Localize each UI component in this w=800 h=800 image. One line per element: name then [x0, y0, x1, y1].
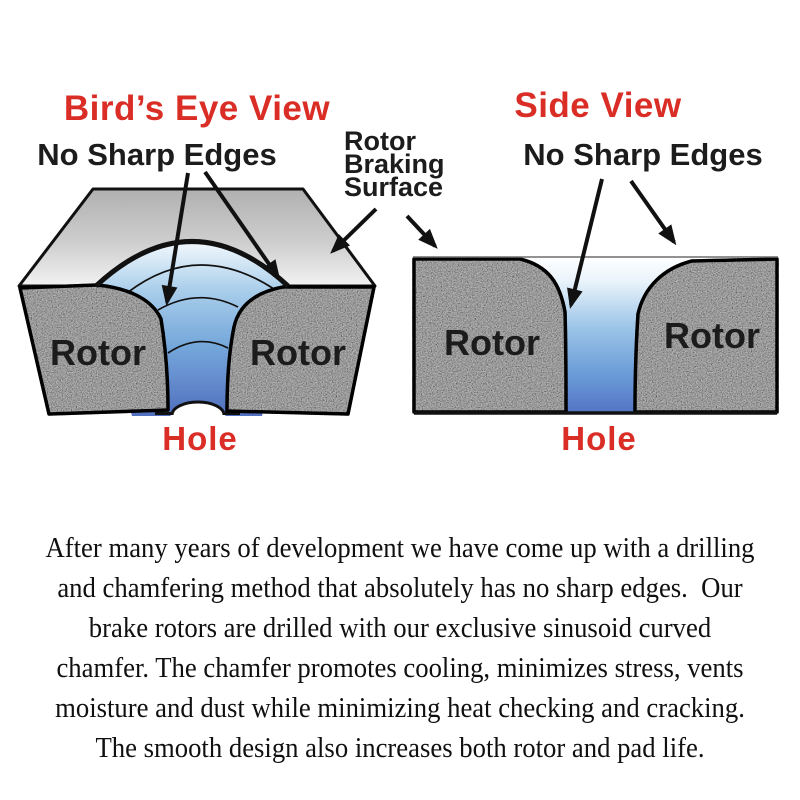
- paragraph-line: chamfer. The chamfer promotes cooling, minimizes stress, vents: [56, 652, 744, 684]
- arrow-braking-surface-right: [407, 216, 435, 246]
- paragraph-line: moisture and dust while minimizing heat checking and cracking.: [55, 692, 745, 724]
- no-sharp-edges-label-right: No Sharp Edges: [523, 137, 763, 172]
- rotor-label-sv-left: Rotor: [444, 322, 540, 363]
- paragraph-line: brake rotors are drilled with our exclusive sinusoid curved: [88, 612, 712, 644]
- description-paragraph: [0, 528, 800, 768]
- paragraph-line: The smooth design also increases both rotor and pad life.: [95, 732, 705, 764]
- arrow-braking-surface-left: [333, 209, 376, 251]
- rotor-label-be-left: Rotor: [50, 332, 146, 373]
- no-sharp-edges-label-left: No Sharp Edges: [37, 137, 277, 172]
- birds-eye-view-figure: [19, 189, 375, 416]
- paragraph-line: After many years of development we have come up with a drilling: [45, 532, 755, 564]
- hole-label-sv: Hole: [561, 420, 637, 457]
- rotor-braking-surface-line2: Braking: [344, 149, 445, 179]
- birds-eye-title: Bird’s Eye View: [63, 89, 331, 128]
- rotor-braking-surface-label: [344, 126, 445, 202]
- rotor-braking-surface-line3: Surface: [344, 172, 444, 202]
- paragraph-line: and chamfering method that absolutely has no sharp edges. Our: [57, 572, 743, 604]
- rotor-label-sv-right: Rotor: [664, 315, 760, 356]
- rotor-label-be-right: Rotor: [250, 332, 346, 373]
- rotor-braking-surface-line1: Rotor: [344, 126, 416, 156]
- hole-label-be: Hole: [162, 420, 238, 457]
- arrow-no-sharp-edges-sv-right: [631, 181, 674, 242]
- side-view-title: Side View: [514, 86, 682, 125]
